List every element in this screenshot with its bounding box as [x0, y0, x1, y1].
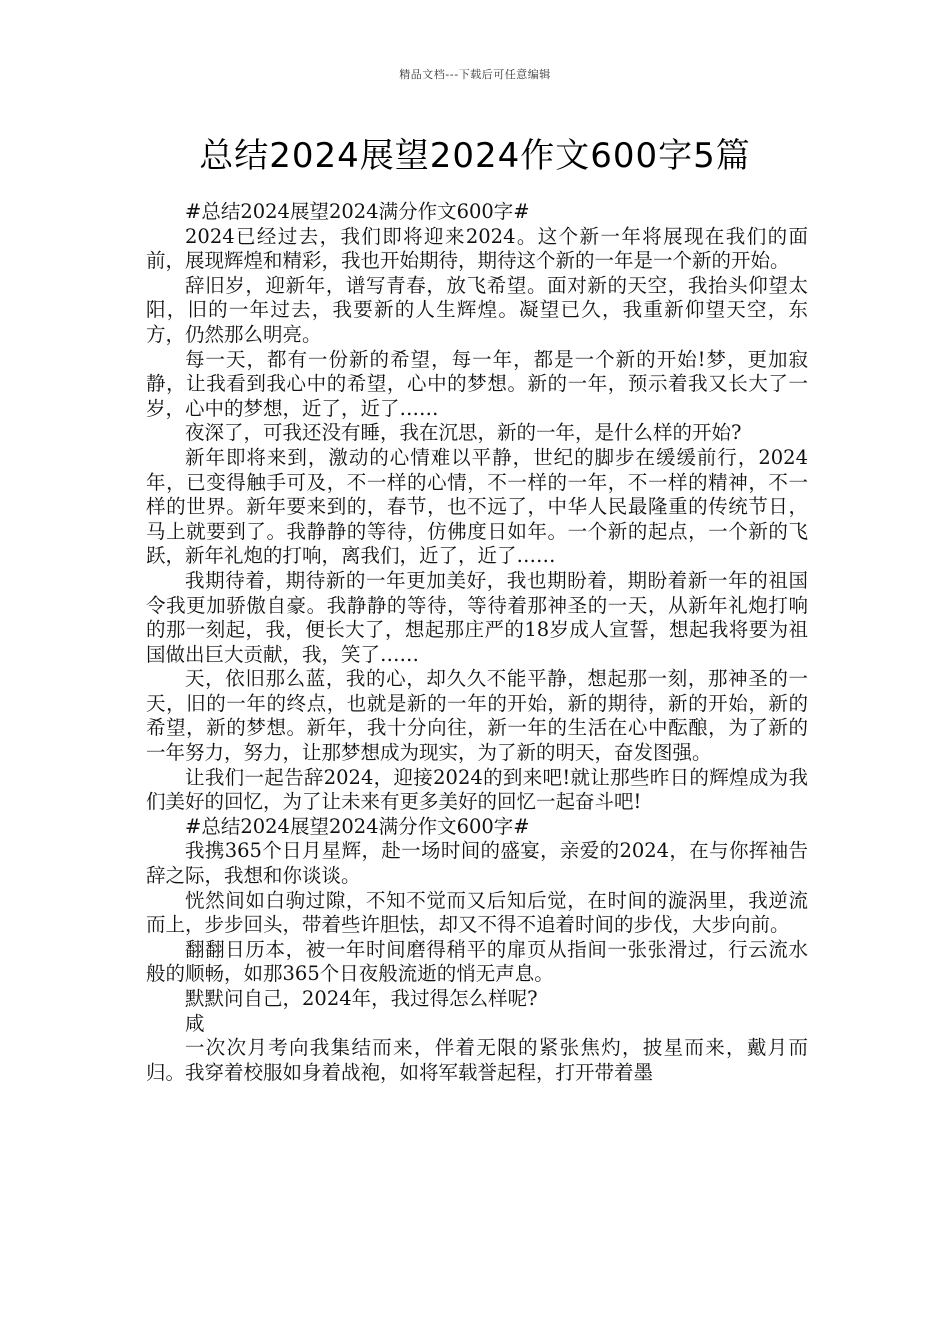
document-title: 总结2024展望2024作文600字5篇: [199, 136, 751, 176]
paragraph: 我携365个日月星辉，赴一场时间的盛宴，亲爱的2024，在与你挥袖告辞之际，我想和你谈谈。: [146, 839, 808, 888]
essay-body: [146, 200, 808, 1085]
paragraph: 翻翻日历本，被一年时间磨得稍平的扉页从指间一张张滑过，行云流水般的顺畅，如那365个日夜般流逝的悄无声息。: [146, 937, 808, 986]
paragraph: 让我们一起告辞2024，迎接2024的到来吧!就让那些昨日的辉煌成为我们美好的回忆，为了让未来有更多美好的回忆一起奋斗吧!: [146, 765, 808, 814]
header-note: 精品文档---下载后可任意编辑: [399, 68, 551, 81]
paragraph: 默默问自己，2024年，我过得怎么样呢?: [185, 987, 538, 1010]
paragraph: 夜深了，可我还没有睡，我在沉思，新的一年，是什么样的开始?: [185, 421, 742, 445]
paragraph: 2024已经过去，我们即将迎来2024。这个新一年将展现在我们的面前，展现辉煌和精彩，我也开始期待，期待这个新的一年是一个新的开始。: [146, 224, 808, 273]
paragraph: 一次次月考向我集结而来，伴着无限的紧张焦灼，披星而来，戴月而归。我穿着校服如身着战袍，如将军载誉起程，打开带着墨: [146, 1036, 808, 1084]
paragraph: 新年即将来到，激动的心情难以平静，世纪的脚步在缓缓前行，2024年，已变得触手可及，不一样的心情，不一样的一年，不一样的精神，不一样的世界。新年要来到的，春节，也不远了，中华人民最隆重的传统节日，马上就要到了。我静静的等待，仿佛度日如年。一个新的起点，一个新的飞跃，新年礼炮的打响，离我们，近了，近了……: [146, 445, 808, 568]
paragraph: 咸: [185, 1011, 205, 1035]
paragraph: 恍然间如白驹过隙，不知不觉而又后知后觉，在时间的漩涡里，我逆流而上，步步回头，带着些许胆怯，却又不得不追着时间的步伐，大步向前。: [146, 888, 808, 937]
paragraph: #总结2024展望2024满分作文600字#: [185, 200, 530, 223]
paragraph: 每一天，都有一份新的希望，每一年，都是一个新的开始!梦，更加寂静，让我看到我心中的希望，心中的梦想。新的一年，预示着我又长大了一岁，心中的梦想，近了，近了……: [146, 347, 808, 420]
paragraph: 天，依旧那么蓝，我的心，却久久不能平静，想起那一刻，那神圣的一天，旧的一年的终点，也就是新的一年的开始，新的期待，新的开始，新的希望，新的梦想。新年，我十分向往，新一年的生活在心中酝酿，为了新的一年努力，努力，让那梦想成为现实，为了新的明天，奋发图强。: [146, 667, 808, 765]
paragraph: 辞旧岁，迎新年，谱写青春，放飞希望。面对新的天空，我抬头仰望太阳，旧的一年过去，我要新的人生辉煌。凝望已久，我重新仰望天空，东方，仍然那么明亮。: [146, 273, 808, 346]
paragraph: #总结2024展望2024满分作文600字#: [185, 814, 530, 838]
paragraph: 我期待着，期待新的一年更加美好，我也期盼着，期盼着新一年的祖国令我更加骄傲自豪。我静静的等待，等待着那神圣的一天，从新年礼炮打响的那一刻起，我，便长大了，想起那庄严的18岁成人宣誓，想起我将要为祖国做出巨大贡献，我，笑了……: [146, 568, 808, 666]
